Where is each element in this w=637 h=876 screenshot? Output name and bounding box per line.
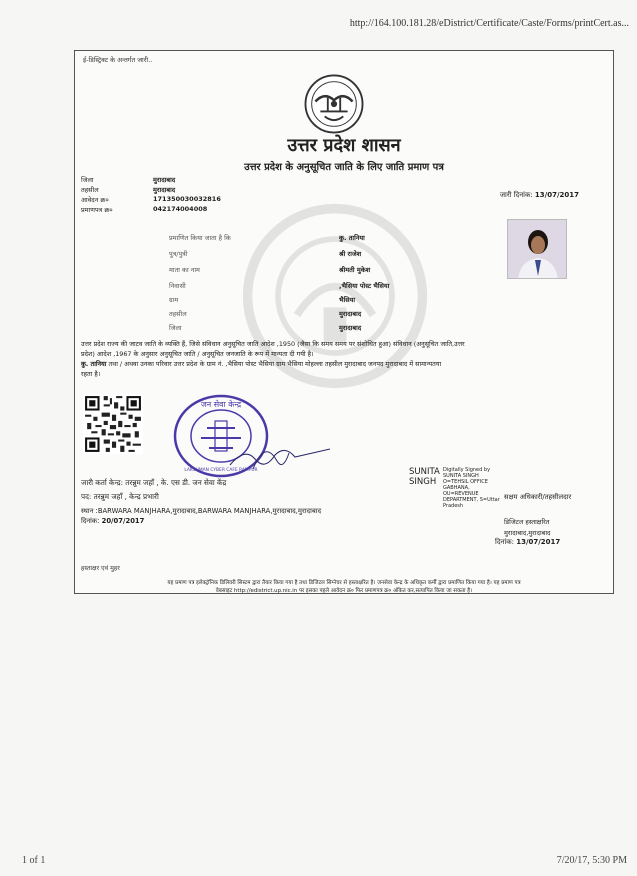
issuing-center: जारी कर्ता केन्द्र: तरन्नुम जहाँ , के. एस डी. जन सेवा केंद्र bbox=[81, 478, 227, 487]
officer-title: सक्षम अधिकारी/तहसीलदार bbox=[504, 493, 572, 501]
person-photo-icon bbox=[508, 220, 567, 279]
up-government-emblem-icon bbox=[303, 73, 365, 135]
para-name: कु. तानिया bbox=[81, 360, 107, 368]
digital-sign-label: डिजिटल हस्ताक्षरित bbox=[504, 518, 550, 526]
qr-code-icon bbox=[83, 393, 143, 455]
top-note: ई-डिस्ट्रिक्ट के अन्तर्गत जारी.. bbox=[83, 56, 153, 64]
detail-value: मुरादाबाद bbox=[339, 324, 362, 332]
info-value: मुरादाबाद bbox=[153, 176, 176, 184]
detail-value: श्रीमती मुकेश bbox=[339, 266, 371, 274]
detail-father bbox=[169, 249, 361, 258]
place-date-value: 20/07/2017 bbox=[101, 517, 145, 525]
detail-value: ,भैसिया पोस्ट भैसिया bbox=[339, 282, 390, 290]
detail-label: प्रमाणित किया जाता है कि bbox=[169, 234, 231, 242]
detail-value: भैसिया bbox=[339, 296, 356, 304]
digital-signer-name: SUNITA SINGH bbox=[409, 467, 440, 487]
detail-label: तहसील bbox=[169, 310, 187, 318]
issue-date-label: जारी दिनांक: bbox=[499, 191, 533, 199]
signature-stamp-label: हस्ताक्षर एवं मुहर bbox=[81, 565, 120, 572]
detail-label: ग्राम bbox=[169, 296, 179, 304]
detail-value: श्री राजेश bbox=[339, 250, 362, 258]
place-date-label: दिनांक: bbox=[81, 517, 100, 525]
certificate-subtitle: उत्तर प्रदेश के अनुसूचित जाति के लिए जाति प्रमाण पत्र bbox=[244, 162, 444, 173]
issuer-post: पद: तरन्नुम जहाँ , केन्द्र प्रभारी bbox=[81, 492, 159, 501]
note-line: वेबसाइट http://edistrict.up.nic.in पर इसका पहले आवेदन क्र० फिर प्रमाणपत्र क्र० अंकित कर,सत्यापित किया जा सकता है। bbox=[215, 588, 473, 594]
certificate-title: उत्तर प्रदेश शासन bbox=[287, 135, 401, 156]
caste-certificate bbox=[74, 50, 614, 594]
info-application-no bbox=[81, 195, 221, 204]
sign-date-value: 13/07/2017 bbox=[516, 538, 561, 546]
certification-paragraph bbox=[81, 339, 607, 379]
seal-text: जन सेवा केन्द्र bbox=[200, 400, 242, 409]
print-timestamp: 7/20/17, 5:30 PM bbox=[556, 855, 627, 866]
para-line: प्रदेश) आदेश ,1967 के अनुसार अनुसूचित जाति / अनुसूचित जनजाति के रूप में मान्यता दी गयी है। bbox=[81, 350, 314, 358]
detail-tehsil bbox=[169, 309, 361, 318]
detail-district bbox=[169, 323, 361, 332]
info-label: तहसील bbox=[81, 186, 99, 194]
issue-place: स्थान :BARWARA MANJHARA,मुरादाबाद,BARWARA MANJHARA,मुरादाबाद,मुरादाबाद bbox=[81, 507, 322, 515]
detail-value: कु. तानिया bbox=[339, 234, 365, 242]
digital-signature-block bbox=[409, 467, 503, 509]
detail-value: मुरादाबाद bbox=[339, 310, 362, 318]
detail-certified-name bbox=[169, 233, 365, 242]
info-district bbox=[81, 175, 175, 184]
page-indicator: 1 of 1 bbox=[22, 855, 46, 866]
detail-mother bbox=[169, 265, 370, 274]
para-line-rest: तथा / अथवा उनका परिवार उत्तर प्रदेश के ग्राम नं. ,भैसिया पोस्ट भैसिया ग्राम भैसिया मोहल्ला तहसील मुरादाबाद जनपद मुरादाबाद में सामान्यतया bbox=[106, 360, 442, 368]
issue-place-date bbox=[81, 516, 144, 525]
para-line: रहता है। bbox=[81, 370, 101, 378]
digital-signer-details: Digitally Signed by SUNITA SINGH O=TEHSIL OFFICE GABHANA, OU=REVENUE DEPARTMENT, S=Uttar Pradesh bbox=[443, 467, 500, 509]
browser-url: http://164.100.181.28/eDistrict/Certificate/Caste/Forms/printCert.as... bbox=[349, 18, 629, 29]
para-line bbox=[81, 359, 607, 369]
info-label: जिला bbox=[81, 176, 94, 184]
seal-text-en: LAKSHMAN CYBER CAFE RAMPUR bbox=[184, 468, 258, 473]
info-value: 171350030032816 bbox=[153, 195, 221, 203]
detail-label: निवासी bbox=[169, 282, 186, 290]
handwritten-signature-icon bbox=[225, 427, 335, 477]
issue-date-value: 13/07/2017 bbox=[534, 191, 579, 199]
detail-label: माता का नाम bbox=[169, 266, 200, 274]
applicant-photo bbox=[507, 219, 567, 279]
detail-resident bbox=[169, 281, 389, 290]
info-certificate-no bbox=[81, 205, 207, 214]
detail-label: पुत्र/पुत्री bbox=[169, 250, 188, 258]
detail-village bbox=[169, 295, 355, 304]
sign-place: मुरादाबाद,मुरादाबाद bbox=[504, 529, 551, 537]
detail-label: जिला bbox=[169, 324, 182, 332]
verification-note bbox=[75, 579, 613, 595]
info-label: प्रमाणपत्र क्र० bbox=[81, 206, 113, 214]
info-tehsil bbox=[81, 185, 175, 194]
issue-date bbox=[500, 191, 579, 200]
para-line: उत्तर प्रदेश राज्य की जाटव जाति के व्यक्ति हैं, जिसे संविधान अनुसूचित जाति आदेश ,1950 (जैसा कि समय समय पर संशोधित हुआ) संविधान (अनुसूचित जाति,उत्तर bbox=[81, 340, 465, 348]
note-line: यह प्रमाण पत्र इलेक्ट्रॉनिक डिलिवरी सिस्टम द्वारा तैयार किया गया है तथा डिजिटल सिग्नेचर से हस्ताक्षरित है। जनसेवा केन्द्र के अधिकृत कर्मी द्वारा प्रमाणित किया गया है। यह प्रमाण पत्र bbox=[167, 580, 521, 586]
info-label: आवेदन क्र० bbox=[81, 196, 109, 204]
info-value: मुरादाबाद bbox=[153, 186, 176, 194]
sign-date-label: दिनांक: bbox=[495, 538, 514, 546]
sign-date bbox=[495, 538, 560, 547]
info-value: 042174004008 bbox=[153, 205, 208, 213]
